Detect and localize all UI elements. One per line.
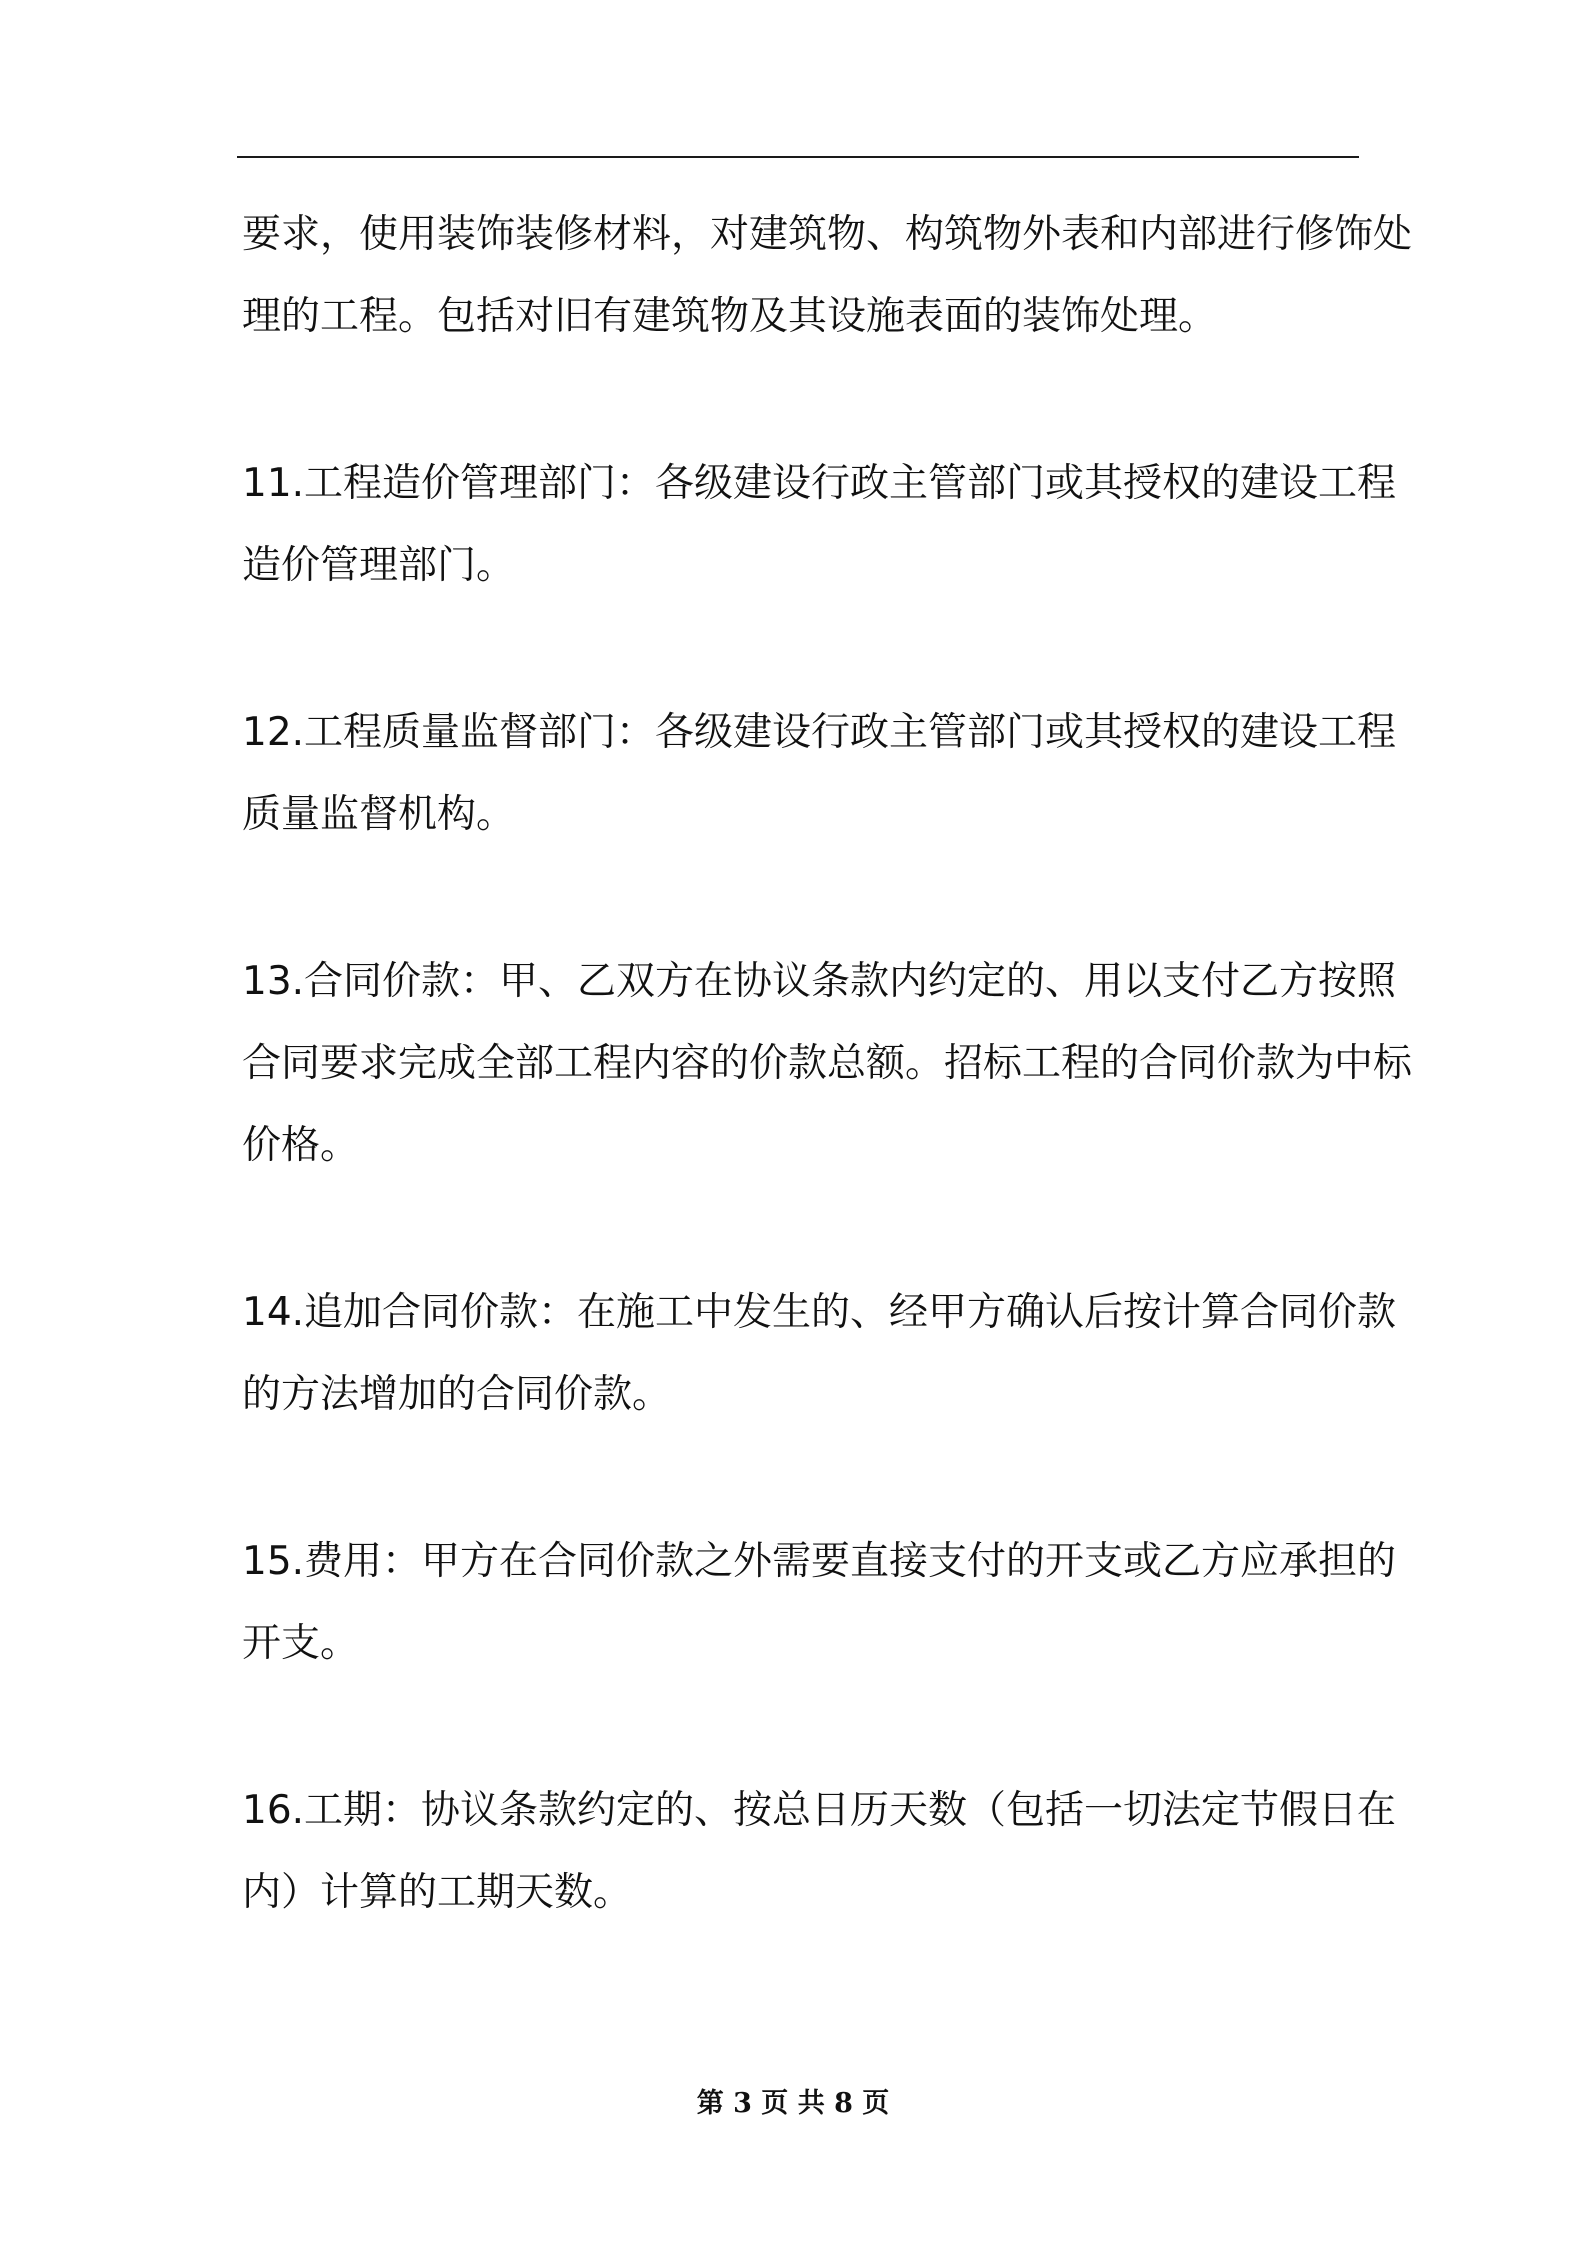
paragraph-15-line-2: 开支。 (242, 1621, 360, 1666)
paragraph-13-line-1: 13.合同价款：甲、乙双方在协议条款内约定的、用以支付乙方按照 (242, 959, 1397, 1004)
paragraph-16-line-2: 内）计算的工期天数。 (242, 1870, 633, 1915)
paragraph-continuation-line-2: 理的工程。包括对旧有建筑物及其设施表面的装饰处理。 (242, 294, 1218, 339)
paragraph-15-line-1: 15.费用：甲方在合同价款之外需要直接支付的开支或乙方应承担的 (242, 1539, 1397, 1584)
paragraph-13-line-2: 合同要求完成全部工程内容的价款总额。招标工程的合同价款为中标 (242, 1041, 1413, 1086)
paragraph-13-line-3: 价格。 (242, 1123, 360, 1168)
paragraph-16-line-1: 16.工期：协议条款约定的、按总日历天数（包括一切法定节假日在 (242, 1788, 1397, 1833)
paragraph-12-line-2: 质量监督机构。 (242, 792, 516, 837)
paragraph-14-line-2: 的方法增加的合同价款。 (242, 1372, 672, 1417)
paragraph-11-line-1: 11.工程造价管理部门：各级建设行政主管部门或其授权的建设工程 (242, 461, 1397, 506)
page-indicator: 第 3 页 共 8 页 (696, 2088, 890, 2119)
paragraph-12-line-1: 12.工程质量监督部门：各级建设行政主管部门或其授权的建设工程 (242, 710, 1397, 755)
paragraph-continuation-line-1: 要求，使用装饰装修材料，对建筑物、构筑物外表和内部进行修饰处 (242, 212, 1413, 257)
header-rule (237, 156, 1359, 158)
paragraph-14-line-1: 14.追加合同价款：在施工中发生的、经甲方确认后按计算合同价款 (242, 1290, 1397, 1335)
paragraph-11-line-2: 造价管理部门。 (242, 543, 516, 588)
